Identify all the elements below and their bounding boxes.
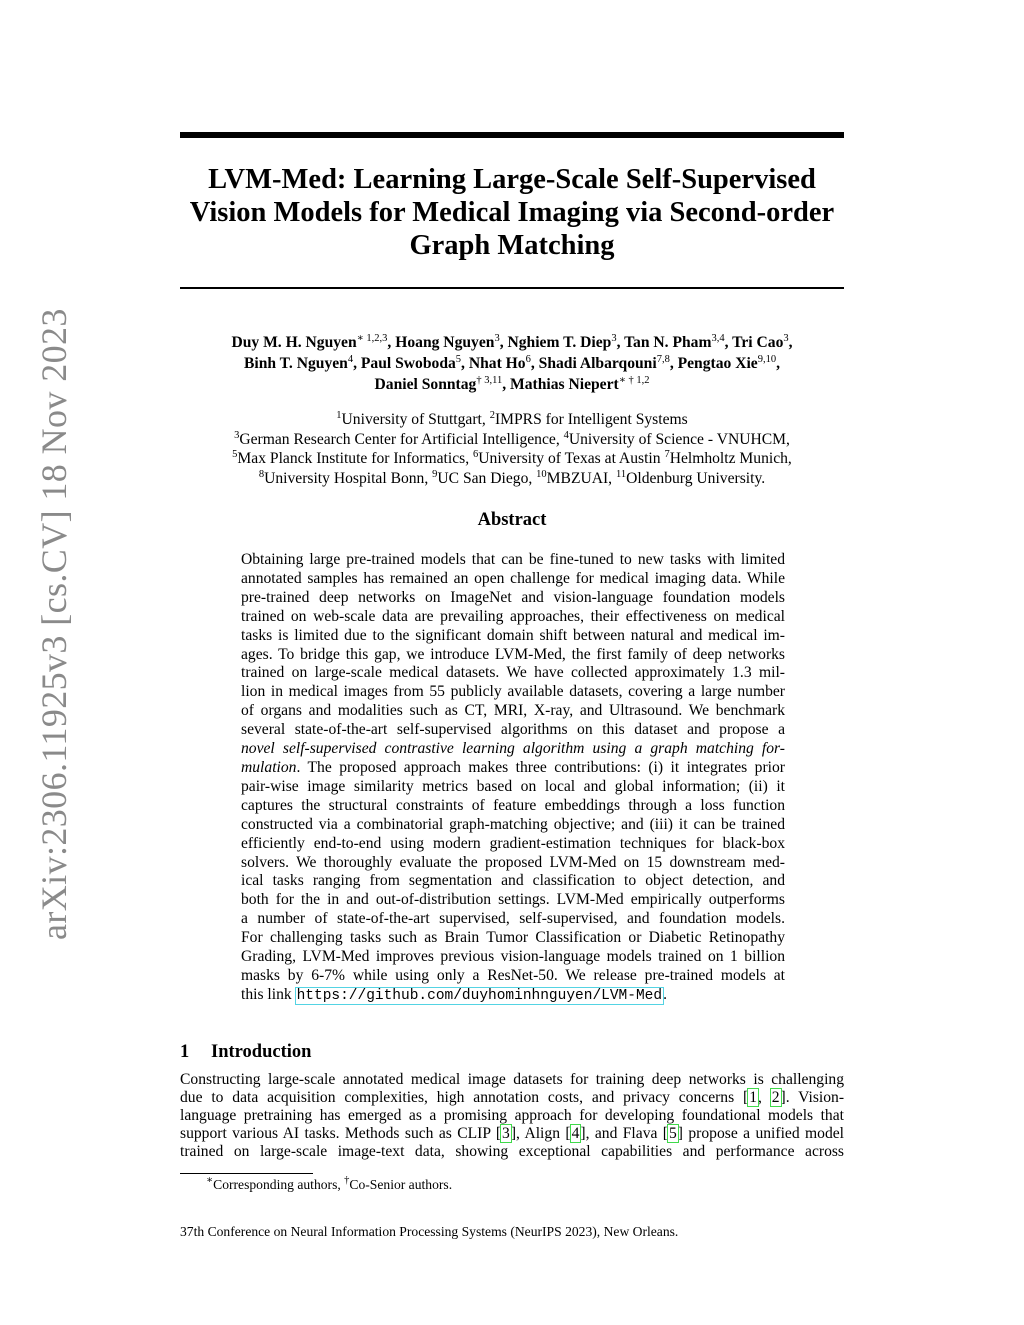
title-line-2: Vision Models for Medical Imaging via Second-order: [189, 197, 835, 228]
abstract-line: masks by 6-7% while using only a ResNet-50. We release pre-trained models at: [241, 966, 785, 984]
author-affil-sup: 4: [347, 354, 354, 365]
abstract-line: a number of state-of-the-art supervised, self-supervised, and foundation models.: [241, 910, 785, 928]
author-name: Shadi Albarqouni: [538, 355, 657, 372]
author-name: Paul Swoboda: [360, 355, 456, 372]
abstract-line: several state-of-the-art self-supervised algorithms on this dataset and propose a: [241, 721, 785, 739]
abstract-line: mulation. The proposed approach makes three contributions: (i) it integrates prior: [241, 758, 785, 776]
affiliation-line-4: $^8$University Hospital Bonn, $^9$UC San Diego, $^{10}$MBZUAI, $^{11}$Oldenburg University.: [258, 468, 766, 487]
footnote: ∗Corresponding authors, †Co-Senior authors.: [206, 1175, 453, 1192]
affiliation-line-3: $^5$Max Planck Institute for Informatics, $^6$University of Texas at Austin $^7$Helmholtz Munich,: [232, 449, 792, 467]
author-name: Nhat Ho: [468, 355, 526, 372]
abstract-heading: Abstract: [477, 510, 547, 530]
author-name: Nghiem T. Diep: [507, 334, 612, 351]
author-name: Hoang Nguyen: [395, 334, 495, 351]
author-line-1: Duy M. H. Nguyen$^{∗ 1,2,3}$, Hoang Nguyen$^3$, Nghiem T. Diep$^3$, Tan N. Pham$^{3,4}$, Tri Cao$^3$,: [231, 333, 793, 351]
abstract-body: [241, 551, 785, 1006]
abstract-line: novel self-supervised contrastive learning algorithm using a graph matching for-: [241, 740, 785, 758]
affiliation-line-1: $^1$University of Stuttgart, $^2$IMPRS for Intelligent Systems: [336, 410, 688, 428]
title-bottom-rule: [180, 287, 844, 289]
author-affil-sup: 3,4: [711, 333, 725, 344]
abstract-line: efficiently end-to-end using modern gradient-estimation techniques for black-box: [241, 834, 785, 852]
abstract-line: Obtaining large pre-trained models that can be fine-tuned to new tasks with limited: [241, 551, 785, 568]
citation-link[interactable]: 4: [571, 1125, 580, 1142]
author-list: [170, 332, 854, 395]
abstract-line: solvers. We thoroughly evaluate the proposed LVM-Med on 15 downstream med-: [241, 853, 785, 871]
abstract-line: Grading, LVM-Med improves previous vision-language models trained on 1 billion: [241, 948, 785, 966]
author-name: Tan N. Pham: [624, 334, 712, 351]
author-name: Mathias Niepert: [510, 376, 619, 393]
citation-link[interactable]: 5: [669, 1125, 677, 1142]
affiliation-list: [170, 410, 854, 488]
author-affil-sup: 3: [783, 333, 789, 344]
citation-link[interactable]: 2: [771, 1089, 780, 1106]
abstract-line: pre-trained deep networks on ImageNet and vision-language foundation models: [241, 588, 785, 606]
title-line-3: Graph Matching: [409, 230, 615, 261]
paper-title: [160, 163, 864, 262]
section-number: 1: [180, 1042, 190, 1062]
author-name: Tri Cao: [732, 334, 784, 351]
author-line-2: Binh T. Nguyen$^4$, Paul Swoboda$^5$, Nhat Ho$^6$, Shadi Albarqouni$^{7,8}$, Pengtao Xie$^{9,10}$,: [243, 354, 781, 372]
author-affil-sup: 7,8: [656, 354, 670, 365]
author-affil-sup: 3: [611, 333, 617, 344]
author-name: Pengtao Xie: [677, 355, 758, 372]
author-affil-sup: ∗ 1,2,3: [356, 333, 388, 344]
venue-footer: 37th Conference on Neural Information Processing Systems (NeurIPS 2023), New Orleans.: [180, 1224, 679, 1239]
intro-line: due to data acquisition complexities, high annotation costs, and privacy concerns [1, 2]. Vision-: [180, 1089, 845, 1106]
abstract-line: ical tasks ranging from segmentation and classification to object detection, and: [241, 872, 785, 890]
abstract-line: trained on web-scale data are prevailing approaches, their effectiveness on medical: [241, 607, 785, 625]
abstract-line: ages. To bridge this gap, we introduce LVM-Med, the first family of deep networks: [241, 645, 785, 663]
abstract-line: constructed via a combinatorial graph-matching objective; and (iii) it can be trained: [241, 815, 785, 833]
abstract-line: pair-wise image similarity metrics based on local and global information; (ii) it: [241, 777, 785, 795]
github-link[interactable]: https://github.com/duyhominhnguyen/LVM-Med: [296, 987, 663, 1004]
title-top-rule: [180, 132, 844, 138]
introduction-body: [180, 1071, 844, 1161]
author-name: Binh T. Nguyen: [243, 355, 348, 372]
abstract-line: lion in medical images from 55 publicly available datasets, covering a large number: [241, 683, 785, 701]
abstract-line: tasks is limited due to the significant domain shift between natural and medical im-: [241, 626, 785, 644]
abstract-line: this link https://github.com/duyhominhnguyen/LVM-Med.: [241, 985, 667, 1004]
section-title: Introduction: [211, 1042, 312, 1062]
intro-line: support various AI tasks. Methods such as CLIP [3], Align [4], and Flava [5] propose a unified model: [180, 1125, 844, 1142]
abstract-line: both for the in and out-of-distribution settings. LVM-Med empirically outperforms: [241, 891, 785, 909]
affiliation-line-2: $^3$German Research Center for Artificial Intelligence, $^4$University of Science - VNUHCM,: [234, 429, 790, 448]
intro-line: trained on large-scale image-text data, showing exceptional capabilities and performance across: [180, 1143, 844, 1160]
author-affil-sup: ∗ † 1,2: [618, 375, 650, 386]
title-line-1: LVM-Med: Learning Large-Scale Self-Supervised: [208, 164, 816, 195]
author-affil-sup: 9,10: [757, 354, 777, 365]
citation-link[interactable]: 1: [749, 1089, 757, 1106]
citation-link[interactable]: 3: [502, 1125, 510, 1142]
arxiv-stamp: arXiv:2306.11925v3 [cs.CV] 18 Nov 2023: [34, 308, 74, 940]
author-affil-sup: 3: [494, 333, 500, 344]
author-affil-sup: † 3,11: [476, 375, 503, 386]
author-name: Daniel Sonntag: [374, 376, 477, 393]
abstract-line: trained on large-scale medical datasets. We have collected approximately 1.3 mil-: [241, 664, 785, 682]
abstract-line: annotated samples has remained an open challenge for medical imaging data. While: [241, 569, 785, 587]
author-affil-sup: 5: [455, 354, 462, 365]
section-heading-introduction: [180, 1042, 311, 1063]
abstract-line: captures the structural constraints of feature embeddings through a loss function: [241, 796, 785, 814]
abstract-line: of organs and modalities such as CT, MRI, X-ray, and Ultrasound. We benchmark: [241, 702, 785, 720]
intro-line: Constructing large-scale annotated medical image datasets for training deep networks is challenging: [180, 1071, 844, 1088]
author-affil-sup: 6: [525, 354, 531, 365]
footnote-rule: [180, 1173, 313, 1174]
author-name: Duy M. H. Nguyen: [231, 334, 357, 351]
author-line-3: Daniel Sonntag$^{\dagger 3,11}$, Mathias Niepert$^{∗ \dagger 1,2}$: [374, 375, 650, 393]
intro-line: language pretraining has emerged as a promising approach for developing foundational models that: [180, 1107, 844, 1124]
abstract-line: For challenging tasks such as Brain Tumor Classification or Diabetic Retinopathy: [241, 929, 785, 947]
